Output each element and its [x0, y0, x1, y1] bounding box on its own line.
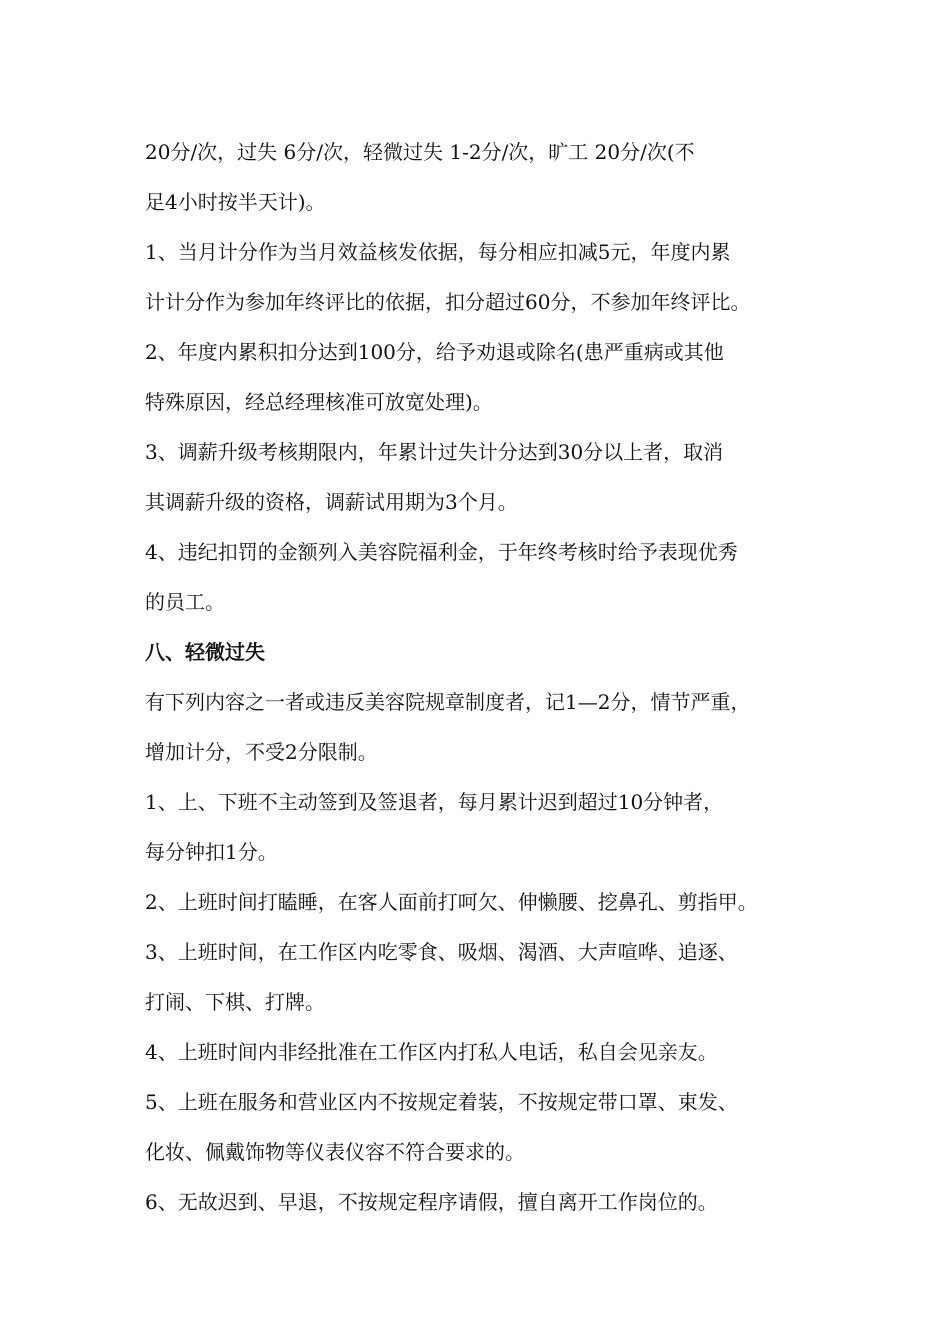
text-line: 6、无故迟到、早退，不按规定程序请假，擅自离开工作岗位的。: [145, 1190, 718, 1214]
text-line: 增加计分，不受2分限制。: [145, 740, 378, 764]
text-line: 20分/次，过失 6分/次，轻微过失 1-2分/次，旷工 20分/次(不: [145, 140, 695, 164]
text-line: 每分钟扣1分。: [145, 840, 278, 864]
text-line: 1、上、下班不主动签到及签退者，每月累计迟到超过10分钟者，: [145, 790, 724, 814]
text-line: 3、上班时间，在工作区内吃零食、吸烟、渴酒、大声喧哗、追逐、: [145, 940, 738, 964]
text-line: 3、调薪升级考核期限内，年累计过失计分达到30分以上者，取消: [145, 440, 724, 464]
text-line: 计计分作为参加年终评比的依据，扣分超过60分，不参加年终评比。: [145, 290, 751, 314]
text-line: 化妆、佩戴饰物等仪表仪容不符合要求的。: [145, 1140, 525, 1164]
text-line: 特殊原因，经总经理核准可放宽处理)。: [145, 390, 493, 414]
text-line: 打闹、下棋、打牌。: [145, 990, 325, 1014]
text-line: 5、上班在服务和营业区内不按规定着装，不按规定带口罩、束发、: [145, 1090, 738, 1114]
text-line: 其调薪升级的资格，调薪试用期为3个月。: [145, 490, 518, 514]
text-line: 1、当月计分作为当月效益核发依据，每分相应扣减5元，年度内累: [145, 240, 731, 264]
text-line: 的员工。: [145, 590, 225, 614]
text-line: 有下列内容之一者或违反美容院规章制度者，记1—2分，情节严重，: [145, 690, 751, 714]
text-line: 2、年度内累积扣分达到100分，给予劝退或除名(患严重病或其他: [145, 340, 724, 364]
document-body: [145, 130, 825, 1230]
text-line: 足4小时按半天计)。: [145, 190, 326, 214]
text-line: 2、上班时间打瞌睡，在客人面前打呵欠、伸懒腰、挖鼻孔、剪指甲。: [145, 890, 758, 914]
text-line: 4、上班时间内非经批准在工作区内打私人电话，私自会见亲友。: [145, 1040, 718, 1064]
section-heading: 八、轻微过失: [145, 640, 265, 664]
text-line: 4、违纪扣罚的金额列入美容院福利金，于年终考核时给予表现优秀: [145, 540, 738, 564]
